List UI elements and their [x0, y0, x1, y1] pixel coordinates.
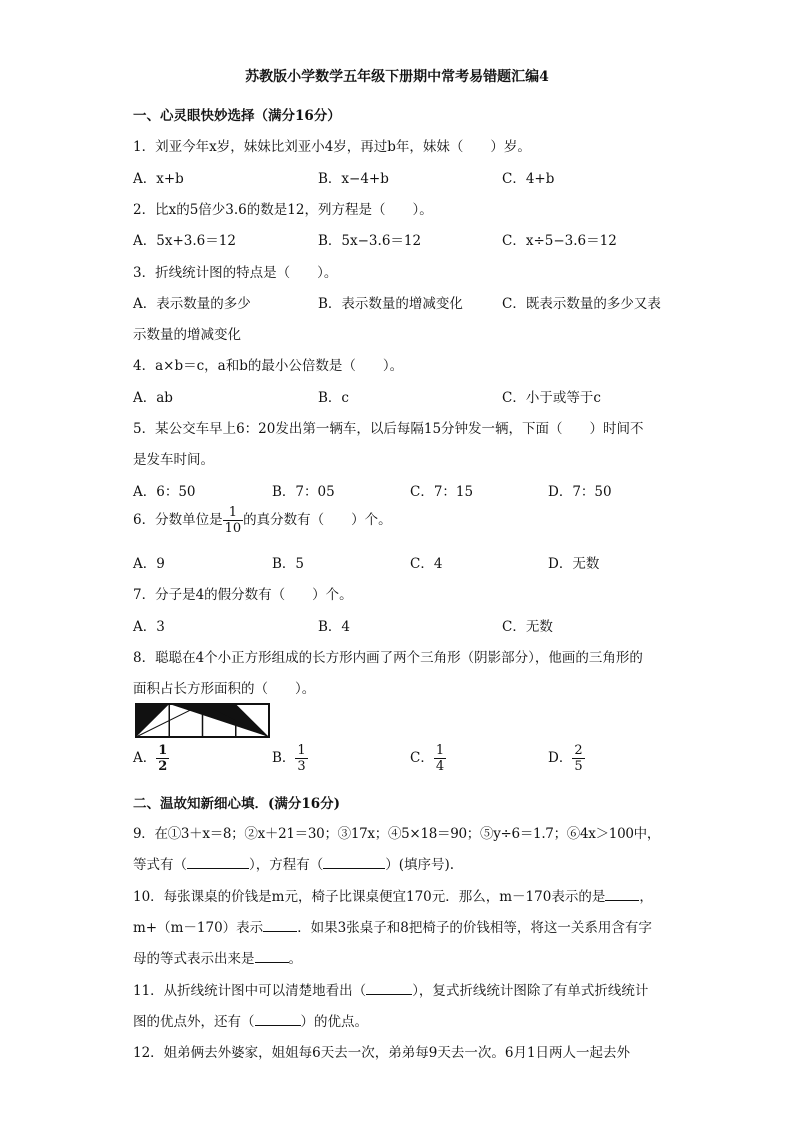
q10-text-2b: ．如果3张桌子和8把椅子的价钱相等，将这一关系用含有字 [297, 920, 652, 936]
q8-option-c-numerator: 1 [435, 743, 445, 758]
question-11-line-1 [133, 979, 648, 999]
q8-option-d-numerator: 2 [574, 743, 583, 758]
q8-option-d-label: D． [548, 750, 573, 766]
q8-option-c-label: C． [410, 750, 434, 766]
q11-blank-1[interactable] [366, 994, 412, 995]
question-7: 7．分子是4的假分数有（ ）个。 [133, 587, 353, 603]
q7-option-a: A．3 [133, 619, 165, 635]
q6-suffix: 的真分数有（ ）个。 [243, 512, 392, 528]
q10-text-1b: ， [639, 889, 653, 905]
q7-option-b: B．4 [318, 619, 351, 635]
q9-equations-blank[interactable] [187, 868, 249, 869]
question-2: 2．比x的5倍少3.6的数是12，列方程是（ ）。 [133, 202, 433, 218]
q8-option-a [133, 744, 169, 773]
question-10-line-1 [133, 885, 653, 905]
question-10-line-3 [133, 947, 302, 967]
q10-text-1a: 10．每张课桌的价钱是m元，椅子比课桌便宜170元．那么，m－170表示的是 [133, 889, 606, 905]
q8-option-b-fraction [295, 744, 307, 773]
question-8-line-1: 8．聪聪在4个小正方形组成的长方形内画了两个三角形（阴影部分），他画的三角形的 [133, 650, 643, 666]
q4-option-c: C．小于或等于c [502, 390, 601, 406]
q10-text-3b: 。 [288, 951, 302, 967]
q8-option-c-fraction [434, 744, 446, 773]
q6-option-b: B．5 [272, 556, 305, 572]
q8-option-a-denominator: 2 [158, 759, 168, 774]
q10-blank-2[interactable] [263, 931, 297, 932]
q7-option-c: C．无数 [502, 619, 553, 635]
question-3: 3．折线统计图的特点是（ ）。 [133, 265, 338, 281]
question-12-line-1: 12．姐弟俩去外婆家，姐姐每6天去一次，弟弟每9天去一次。6月1日两人一起去外 [133, 1045, 631, 1061]
q6-fraction [223, 506, 244, 535]
q11-text-2b: ）的优点。 [300, 1014, 368, 1030]
q4-option-a: A．ab [133, 390, 173, 406]
section-1-heading: 一、心灵眼快妙选择（满分16分） [133, 108, 341, 124]
q11-text-1b: ），复式折线统计图除了有单式折线统计 [412, 983, 649, 999]
q3-option-b: B．表示数量的增减变化 [318, 296, 463, 312]
question-9-line-2 [133, 853, 454, 873]
q6-prefix: 6．分数单位是 [133, 512, 223, 528]
q8-option-c [410, 744, 446, 773]
q2-option-c: C．x÷5−3.6＝12 [502, 233, 617, 249]
q9-text-a: 等式有（ [133, 857, 187, 873]
q2-option-b: B．5x−3.6＝12 [318, 233, 422, 249]
q8-option-b-numerator: 1 [297, 743, 306, 758]
q8-option-a-fraction [156, 744, 169, 773]
question-9-line-1: 9．在①3＋x＝8；②x＋21＝30；③17x；④5×18＝90；⑤y÷6＝1.7；⑥4x＞100中， [133, 826, 661, 842]
q3-option-a: A．表示数量的多少 [133, 296, 251, 312]
question-1: 1．刘亚今年x岁，妹妹比刘亚小4岁，再过b年，妹妹（ ）岁。 [133, 139, 531, 155]
q6-option-d: D．无数 [548, 556, 600, 572]
q8-option-d-fraction [572, 744, 584, 773]
q1-option-b: B．x−4+b [318, 171, 389, 187]
q6-fraction-numerator: 1 [223, 506, 244, 521]
q10-text-2a: m+（m－170）表示 [133, 920, 264, 936]
q8-option-b [272, 744, 308, 773]
question-5-line-2: 是发车时间。 [133, 452, 214, 468]
q5-option-c: C．7：15 [410, 484, 474, 500]
q11-text-1a: 11．从折线统计图中可以清楚地看出（ [133, 983, 367, 999]
q9-text-b: ），方程有（ [249, 857, 324, 873]
q4-option-b: B．c [318, 390, 349, 406]
q9-text-c: ）(填序号). [385, 857, 455, 873]
q6-option-a: A．9 [133, 556, 165, 572]
q11-text-2a: 图的优点外，还有（ [133, 1014, 255, 1030]
rectangle-triangles-figure [135, 703, 271, 739]
question-5-line-1: 5．某公交车早上6：20发出第一辆车，以后每隔15分钟发一辆，下面（ ）时间不 [133, 421, 644, 437]
q9-methods-blank[interactable] [323, 868, 385, 869]
page-title: 苏教版小学数学五年级下册期中常考易错题汇编4 [245, 69, 549, 85]
q5-option-a: A．6：50 [133, 484, 196, 500]
q8-option-d [548, 744, 585, 773]
question-11-line-2 [133, 1010, 368, 1030]
q8-option-b-label: B． [272, 750, 296, 766]
question-4: 4．a×b＝c，a和b的最小公倍数是（ ）。 [133, 358, 404, 374]
q2-option-a: A．5x+3.6＝12 [133, 233, 236, 249]
q11-blank-2[interactable] [255, 1025, 301, 1026]
q3-option-c-continuation: 示数量的增减变化 [133, 327, 241, 343]
question-10-line-2 [133, 916, 652, 936]
q6-option-c: C．4 [410, 556, 443, 572]
q3-option-c: C．既表示数量的多少又表 [502, 296, 661, 312]
question-8-line-2: 面积占长方形面积的（ ）。 [133, 681, 316, 697]
section-2-heading: 二、温故知新细心填．(满分16分) [133, 796, 341, 812]
q10-blank-3[interactable] [255, 962, 289, 963]
q5-option-d: D．7：50 [548, 484, 612, 500]
q10-text-3a: 母的等式表示出来是 [133, 951, 255, 967]
q5-option-b: B．7：05 [272, 484, 335, 500]
q8-option-a-label: A． [133, 750, 157, 766]
q1-option-c: C．4+b [502, 171, 555, 187]
q1-option-a: A．x+b [133, 171, 184, 187]
q8-option-b-denominator: 3 [297, 759, 306, 774]
question-6 [133, 506, 392, 535]
q10-blank-1[interactable] [605, 900, 639, 901]
q8-option-a-numerator: 1 [158, 743, 168, 758]
q8-option-c-denominator: 4 [435, 759, 445, 774]
q6-fraction-denominator: 10 [224, 521, 242, 536]
q8-option-d-denominator: 5 [574, 759, 583, 774]
